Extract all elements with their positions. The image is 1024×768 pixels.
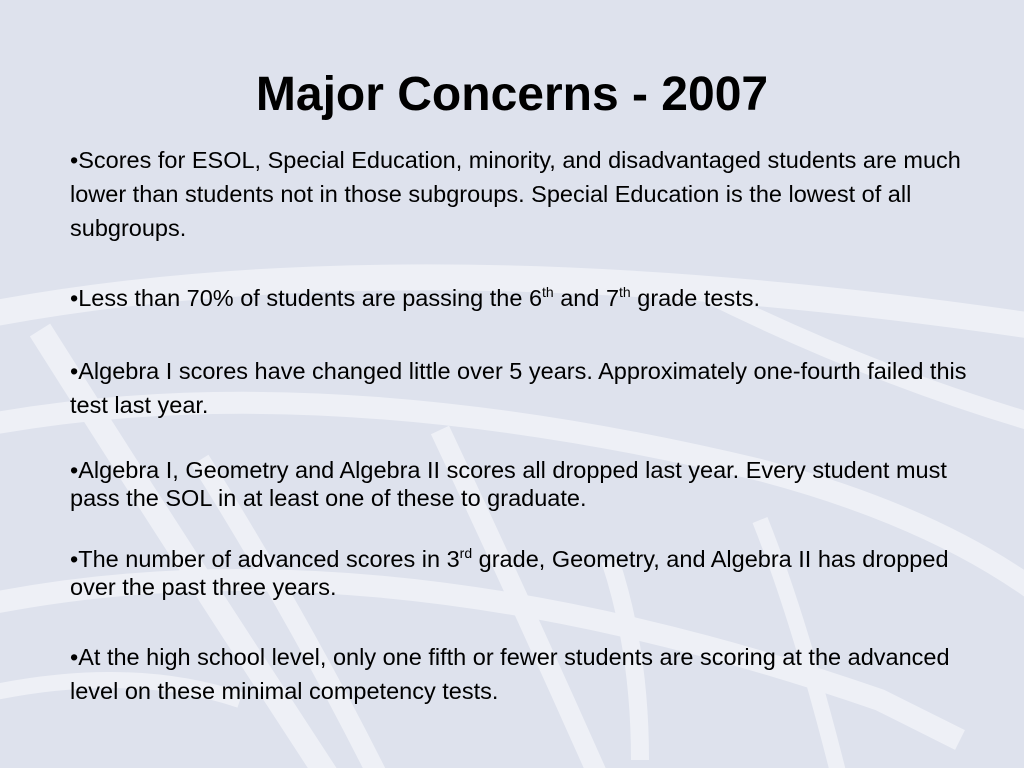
bullet-text-part: grade, Geometry, and Algebra II has dropped over the past three years.	[70, 546, 949, 600]
ordinal-suffix: th	[542, 284, 554, 300]
ordinal-suffix: rd	[459, 545, 473, 561]
bullet-grade-tests	[70, 281, 980, 315]
bullet-text-part: •The number of advanced scores in 3	[70, 546, 460, 572]
bullet-text-part: grade tests.	[630, 285, 761, 311]
slide-title: Major Concerns - 2007	[255, 68, 769, 121]
bullet-advanced-scores	[70, 545, 980, 601]
bullet-subgroup-scores: •Scores for ESOL, Special Education, minority, and disadvantaged students are much lower than students not in those subgroups. Special Education is the lowest of all subgroups.	[70, 147, 961, 241]
bullet-text-part: •Less than 70% of students are passing the 6	[70, 285, 543, 311]
bullet-algebra-scores: •Algebra I scores have changed little over 5 years. Approximately one-fourth failed this test last year.	[70, 358, 967, 418]
bullet-high-school-level: •At the high school level, only one fifth or fewer students are scoring at the advanced level on these minimal competency tests.	[70, 644, 950, 704]
ordinal-suffix: th	[619, 284, 631, 300]
bullet-text-part: and 7	[553, 285, 620, 311]
bullet-scores-dropped: •Algebra I, Geometry and Algebra II scores all dropped last year. Every student must pass the SOL in at least one of these to graduate.	[70, 457, 947, 511]
